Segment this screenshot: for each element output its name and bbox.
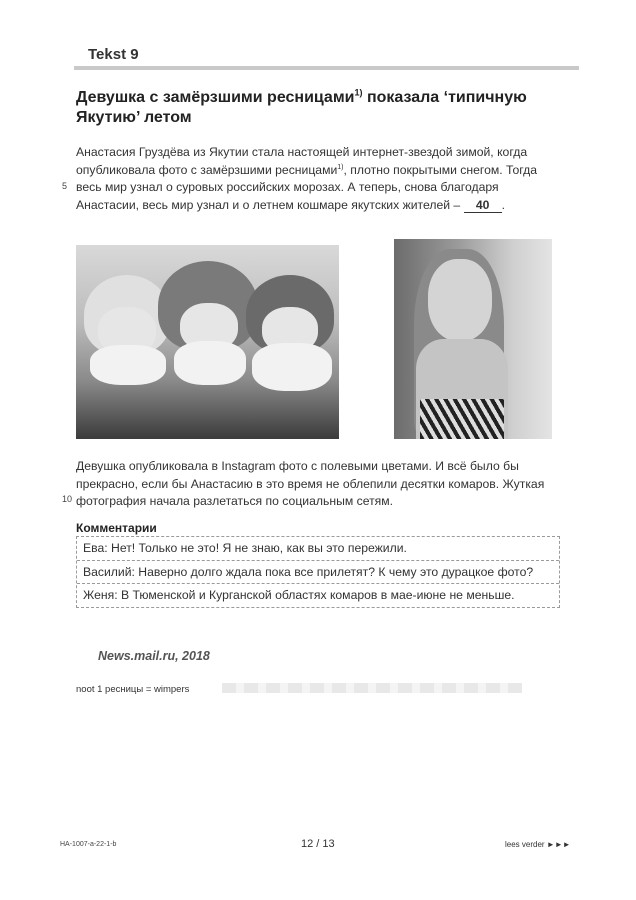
- source-citation: News.mail.ru, 2018: [98, 649, 210, 663]
- photo-zebra-top: [420, 399, 504, 439]
- text-number-label: Tekst 9: [88, 46, 139, 63]
- photo-scarf-2: [174, 341, 246, 385]
- photo-face: [428, 259, 492, 341]
- paragraph-1-footnote-marker: 1): [337, 163, 344, 171]
- title-part-1: Девушка с замёрзшими ресницами: [76, 89, 355, 106]
- footer-exam-code: HA-1007-a-22-1-b: [60, 841, 117, 848]
- paragraph-1-part-1: Анастасия Груздёва из Якутии стала настоящей интернет-звездой зимой, когда опубликовала фото с замёрзшими ресницами: [76, 145, 528, 177]
- line-number-10: 10: [62, 494, 73, 504]
- footnote: noot 1 ресницы = wimpers: [76, 684, 190, 695]
- comments-box: [76, 536, 560, 608]
- header-rule: [74, 66, 579, 70]
- footer-next-page: lees verder ►►►: [505, 840, 571, 849]
- article-title: [76, 88, 556, 128]
- paragraph-2: Девушка опубликовала в Instagram фото с полевыми цветами. И всё было бы прекрасно, если бы Анастасию в это время не облепили десятки комаров. Жуткая фотография начала разлетаться по социальным сетям.: [76, 459, 545, 508]
- comment-eva: Ева: Нет! Только не это! Я не знаю, как вы это пережили.: [77, 537, 559, 561]
- title-part-2: показала ‘типичную Якутию’ летом: [76, 89, 527, 126]
- footer-page-number: 12 / 13: [301, 838, 335, 850]
- paragraph-1-part-2: , плотно покрытыми снегом. Тогда весь мир узнал о суровых российских морозах. А теперь, снова благодаря Анастасии, весь мир узнал и о летнем кошмаре якутских жителей –: [76, 162, 538, 212]
- title-footnote-marker: 1): [354, 87, 363, 98]
- comment-vasily: Василий: Наверно долго ждала пока все прилетят? К чему это дурацкое фото?: [77, 561, 559, 585]
- paragraph-1: [76, 144, 556, 214]
- line-number-5: 5: [62, 181, 68, 191]
- photo-three-women-in-winter: [76, 245, 339, 439]
- photo-scarf-3: [252, 343, 332, 391]
- comment-zhenya: Женя: В Тюменской и Курганской областях комаров в мае-июне не меньше.: [83, 588, 515, 602]
- gap-40-blank: 40: [464, 198, 502, 213]
- footnote-faded-strip: [222, 683, 522, 693]
- photo-woman-with-mosquitoes: [394, 239, 552, 439]
- photo-scarf-1: [90, 345, 166, 385]
- comments-heading: Комментарии: [76, 521, 157, 535]
- paragraph-1-end: .: [501, 197, 505, 212]
